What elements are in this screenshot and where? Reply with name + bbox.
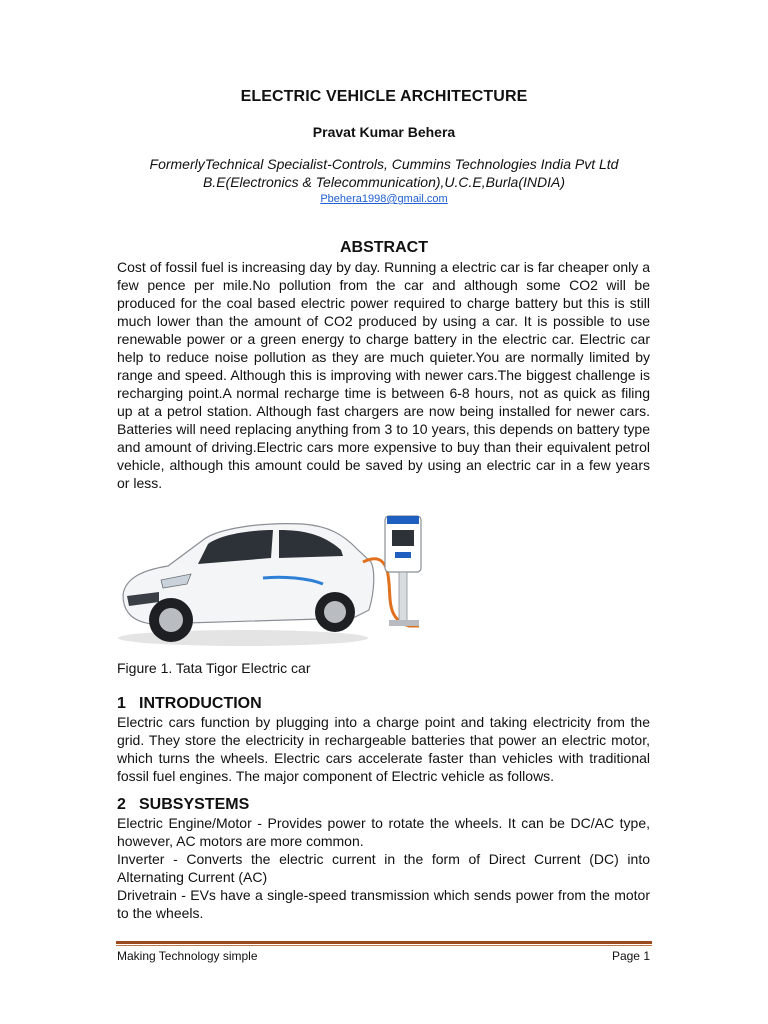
charger-top-band: [387, 516, 419, 524]
footer-rule: [116, 941, 652, 944]
abstract-heading: ABSTRACT: [340, 239, 428, 256]
affiliation-line-2: B.E(Electronics & Telecommunication),U.C.E,Burla(INDIA): [202, 174, 566, 190]
charger-label: [395, 552, 411, 558]
section-number: 2: [117, 796, 126, 813]
author-name: Pravat Kumar Behera: [312, 124, 456, 140]
section-title: SUBSYSTEMS: [139, 796, 250, 813]
rear-wheel-rim: [324, 601, 346, 623]
subsystem-item: Drivetrain - EVs have a single-speed transmission which sends power from the motor to the wheels.: [117, 887, 650, 921]
paper-title: ELECTRIC VEHICLE ARCHITECTURE: [240, 88, 528, 105]
front-wheel-rim: [159, 608, 183, 632]
charger-screen: [392, 530, 414, 546]
charger-post: [399, 572, 407, 622]
subsystems-heading: [117, 796, 249, 814]
subsystem-item: Inverter - Converts the electric current in the form of Direct Current (DC) into Alternating Current (AC): [117, 851, 650, 885]
author-email-link[interactable]: Pbehera1998@gmail.com: [320, 193, 448, 205]
figure-caption: Figure 1. Tata Tigor Electric car: [117, 660, 311, 676]
introduction-heading: [117, 695, 262, 713]
introduction-text: Electric cars function by plugging into a charge point and taking electricity from the grid. They store the electricity in rechargeable batteries that power an electric motor, which turns the wheels. Electric cars accelerate faster than vehicles with traditional fossil fuel engines. The major component of Electric vehicle as follows.: [117, 714, 650, 784]
section-number: 1: [117, 695, 126, 712]
subsystems-list: [117, 814, 650, 922]
footer-tagline: Making Technology simple: [117, 949, 258, 963]
abstract-text: Cost of fossil fuel is increasing day by day. Running a electric car is far cheaper only a few pence per mile.No pollution from the car and although some CO2 will be produced for the coal based electric power required to charge battery but this is still much lower than the amount of CO2 produced by using a car. It is possible to use renewable power or a green energy to charge battery in the electric car. Electric car help to reduce noise pollution as they are much quieter.You are normally limited by range and speed. Although this is improving with newer cars.The biggest challenge is recharging point.A normal recharge time is between 6-8 hours, not as quick as filing up at a petrol station. Although fast chargers are now being installed for newer cars. Batteries will need replacing anything from 3 to 10 years, this depends on battery type and amount of driving.Electric cars more expensive to buy than their equivalent petrol vehicle, although this amount could be saved by using an electric car in a few years or less.: [117, 259, 650, 491]
charger-base: [389, 620, 419, 626]
ev-car-figure: [113, 500, 443, 650]
page-number: Page 1: [611, 949, 650, 963]
footer-rule-thin: [116, 945, 652, 946]
subsystem-item: Electric Engine/Motor - Provides power to rotate the wheels. It can be DC/AC type, however, AC motors are more common.: [117, 815, 650, 849]
section-title: INTRODUCTION: [139, 695, 262, 712]
affiliation-line-1: FormerlyTechnical Specialist-Controls, Cummins Technologies India Pvt Ltd: [149, 156, 619, 172]
